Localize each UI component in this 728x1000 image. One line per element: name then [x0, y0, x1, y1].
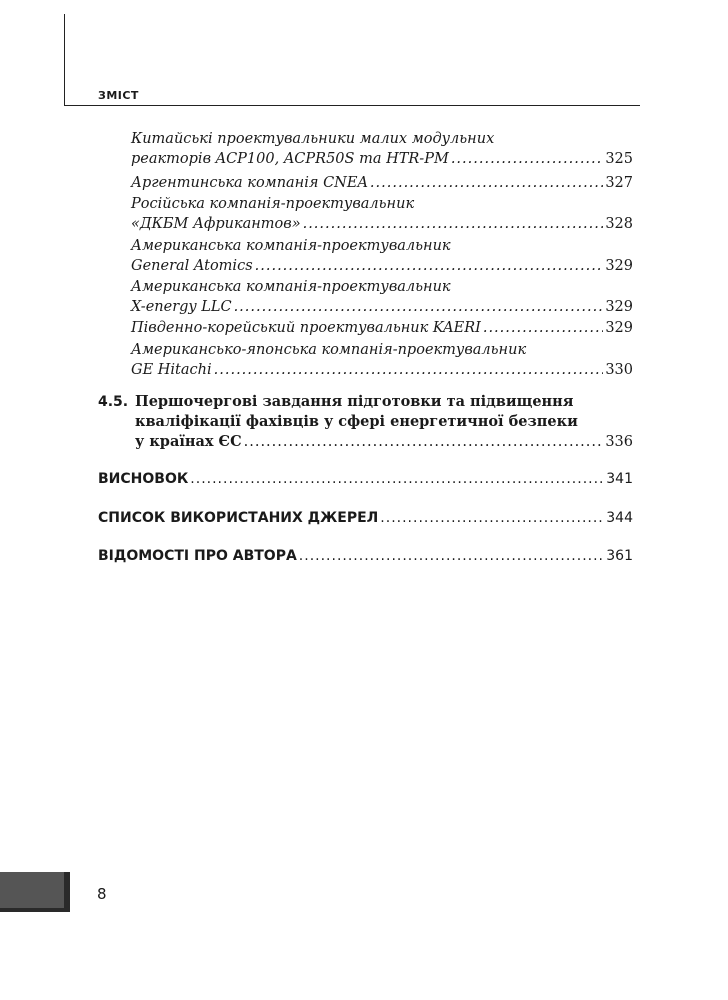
- toc-entry-title-line: «ДКБМ Африкантов»: [131, 216, 301, 232]
- toc-major-entry[interactable]: [98, 508, 633, 528]
- toc-entry-title-line: Китайські проектувальники малих модульних: [131, 131, 495, 147]
- toc-page-number: 361: [606, 548, 633, 564]
- leader-dots: [234, 297, 604, 317]
- leader-dots: [483, 318, 603, 338]
- page-tab-shadow: [64, 872, 70, 912]
- leader-dots: [380, 508, 604, 528]
- toc-major-entry[interactable]: [98, 546, 633, 566]
- leader-dots: [244, 432, 604, 452]
- toc-entry-title-line: Першочергові завдання підготовки та підвищення: [135, 393, 574, 410]
- toc-major-title: ВИСНОВОК: [98, 471, 189, 487]
- toc-page-number: 325: [605, 151, 633, 167]
- toc-page-number: 329: [605, 320, 633, 336]
- toc-major-title: СПИСОК ВИКОРИСТАНИХ ДЖЕРЕЛ: [98, 510, 379, 526]
- toc-entry-title-line: Американська компанія-проектувальник: [131, 238, 451, 254]
- toc-page-number: 327: [605, 175, 633, 191]
- toc-entry[interactable]: [131, 340, 633, 380]
- toc-entry-title-line: Американська компанія-проектувальник: [131, 279, 451, 295]
- toc-entry-title-line: Аргентинська компанія CNEA: [131, 175, 368, 191]
- toc-entry-title-line: Південно-корейський проектувальник KAERI: [131, 320, 481, 336]
- toc-major-entry[interactable]: [98, 469, 633, 489]
- toc-entry[interactable]: [131, 173, 633, 193]
- page-tab-marker: [0, 872, 66, 910]
- toc-section-entry[interactable]: [135, 392, 633, 452]
- leader-dots: [299, 546, 604, 566]
- toc-page-number: 328: [605, 216, 633, 232]
- toc-page-number: 341: [606, 471, 633, 487]
- toc-entry-title-line: GE Hitachi: [131, 362, 212, 378]
- toc-entry[interactable]: [131, 277, 633, 317]
- leader-dots: [255, 256, 604, 276]
- leader-dots: [190, 469, 604, 489]
- leader-dots: [303, 214, 604, 234]
- leader-dots: [214, 360, 604, 380]
- toc-entry-title-line: кваліфікації фахівців у сфері енергетичної безпеки: [135, 413, 578, 430]
- toc-major-title: ВІДОМОСТІ ПРО АВТОРА: [98, 548, 297, 564]
- toc-entry-title-line: X-energy LLC: [131, 299, 232, 315]
- toc-entry[interactable]: [131, 236, 633, 276]
- toc-page-number: 329: [605, 299, 633, 315]
- toc-entry-title-line: Американсько-японська компанія-проектувальник: [131, 342, 527, 358]
- leader-dots: [451, 149, 604, 169]
- toc-entry[interactable]: [131, 129, 633, 169]
- page-number: 8: [97, 885, 107, 903]
- frame-vertical-rule: [64, 14, 65, 106]
- section-number: 4.5.: [98, 394, 129, 410]
- running-head: ЗМІСТ: [98, 89, 139, 102]
- toc-page-number: 336: [605, 434, 633, 450]
- toc-entry-title-line: Російська компанія-проектувальник: [131, 196, 415, 212]
- leader-dots: [370, 173, 603, 193]
- toc-entry-title-line: у країнах ЄС: [135, 433, 242, 450]
- page-tab-shadow: [0, 908, 70, 912]
- toc-entry[interactable]: [131, 194, 633, 234]
- frame-horizontal-rule: [64, 105, 640, 106]
- toc-entry-title-line: General Atomics: [131, 258, 253, 274]
- toc-page-number: 330: [605, 362, 633, 378]
- toc-entry-title-line: реакторів ACP100, ACPR50S та HTR-PM: [131, 151, 449, 167]
- toc-entry[interactable]: [131, 318, 633, 338]
- toc-page-number: 344: [606, 510, 633, 526]
- toc-page-number: 329: [605, 258, 633, 274]
